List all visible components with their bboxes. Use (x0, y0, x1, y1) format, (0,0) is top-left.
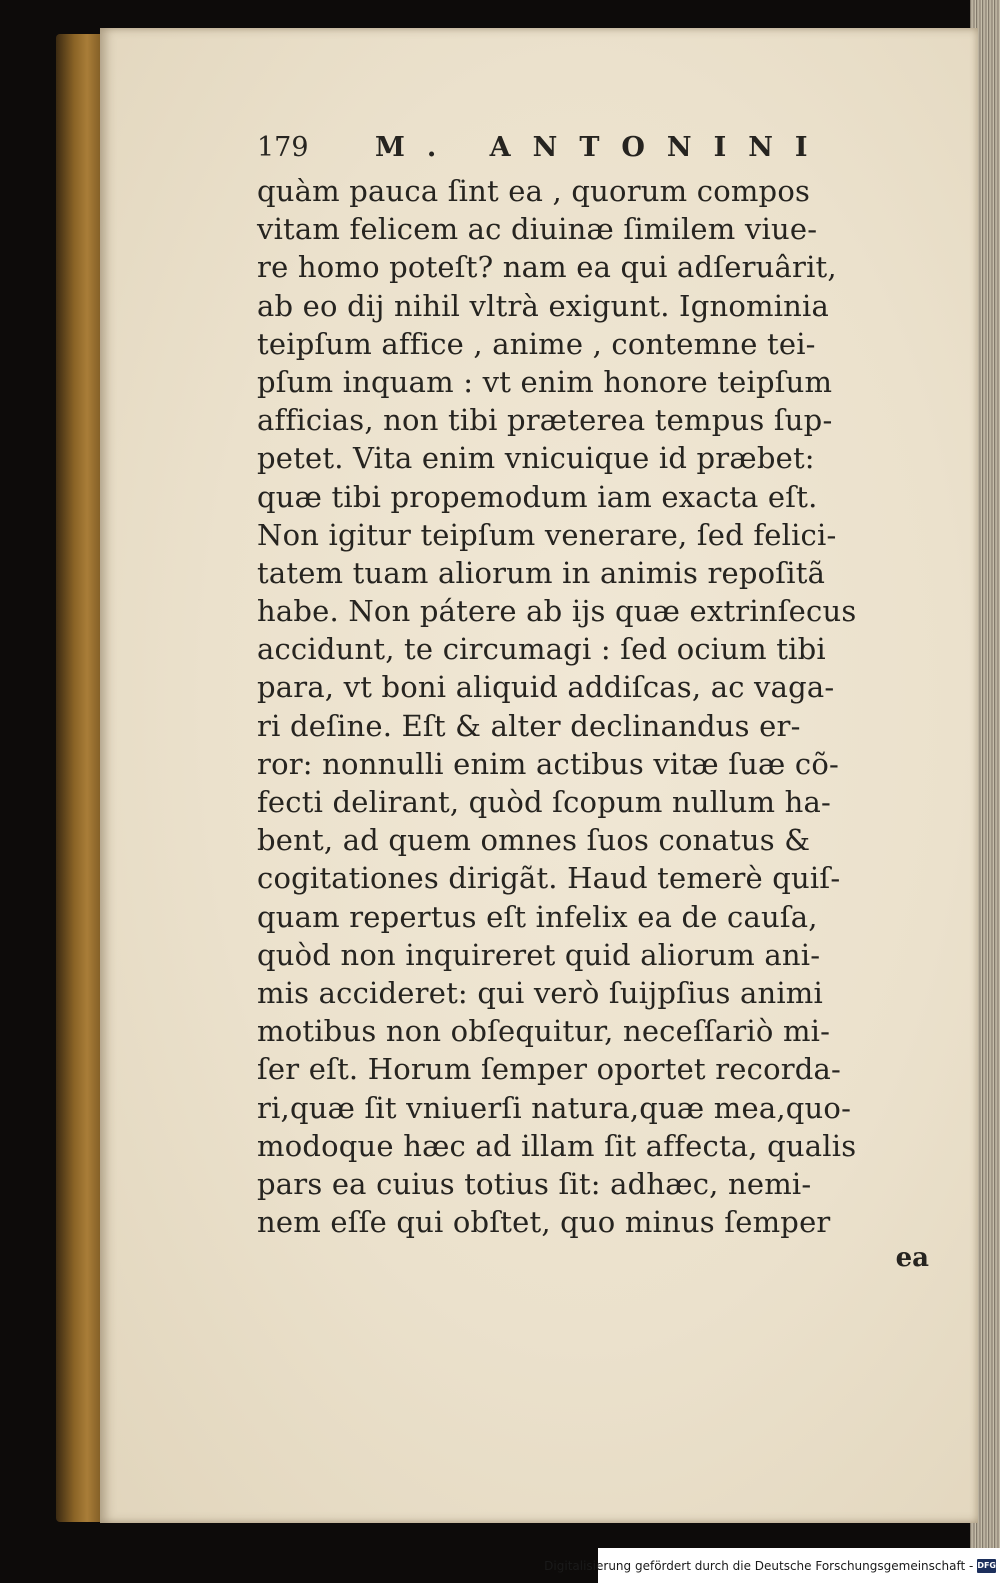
text-line: teipſum affice , anime , contemne tei- (257, 326, 816, 361)
text-line: quam repertus eſt infelix ea de cauſa, (257, 899, 818, 934)
text-line: Non igitur teipſum venerare, ſed felici- (257, 517, 837, 552)
catchword: ea (895, 1243, 929, 1274)
running-head-title: M. ANTONINI (375, 132, 830, 163)
text-line: quæ tibi propemodum iam exacta eſt. (257, 479, 818, 514)
text-line: ri,quæ ſit vniuerſi natura,quæ mea,quo- (257, 1090, 852, 1125)
text-line: habe. Non pátere ab ijs quæ extrinſecus (257, 594, 857, 629)
text-line: accidunt, te circumagi : ſed ocium tibi (257, 632, 826, 667)
text-line: para, vt boni aliquid addiſcas, ac vaga- (257, 670, 835, 705)
text-line: quòd non inquireret quid aliorum ani- (257, 937, 821, 972)
text-line: quàm pauca ſint ea , quorum compos (257, 174, 811, 208)
text-block (257, 128, 947, 1273)
text-line: bent, ad quem omnes ſuos conatus & (257, 823, 811, 858)
text-line: tatem tuam aliorum in animis repoſitã (257, 555, 826, 590)
text-line: afficias, non tibi præterea tempus ſup- (257, 403, 833, 438)
text-line: re homo poteſt? nam ea qui adſeruârit, (257, 250, 837, 285)
text-line: modoque hæc ad illam ſit affecta, qualis (257, 1128, 857, 1163)
text-line: petet. Vita enim vnicuique id præbet: (257, 441, 815, 476)
text-line: fecti delirant, quòd ſcopum nullum ha- (257, 785, 832, 819)
text-line: pars ea cuius totius ſit: adhæc, nemi- (257, 1166, 812, 1201)
running-head (257, 128, 947, 168)
text-line: mis accideret: qui verò ſuijpſius animi (257, 975, 823, 1010)
text-line: ab eo dij nihil vltrà exigunt. Ignominia (257, 288, 830, 323)
text-line: pſum inquam : vt enim honore teipſum (257, 364, 833, 399)
text-line: nem eſſe qui obſtet, quo minus ſemper (257, 1205, 831, 1240)
dfg-logo: DFG (977, 1559, 996, 1573)
text-line: cogitationes dirigãt. Haud temerè quiſ- (257, 861, 841, 896)
digitization-credit-text: Digitalisierung gefördert durch die Deutsche Forschungsgemeinschaft - (544, 1558, 974, 1573)
text-line: ri deſine. Eſt & alter declinandus er- (257, 708, 801, 743)
text-line: motibus non obſequitur, neceſſariò mi- (257, 1014, 831, 1049)
text-line: vitam felicem ac diuinæ ſimilem viue- (257, 212, 818, 247)
text-line: ror: nonnulli enim actibus vitæ ſuæ cõ- (257, 746, 839, 781)
text-line: ſer eſt. Horum ſemper oportet recorda- (257, 1052, 842, 1087)
body-text (257, 172, 947, 1241)
digitization-credit-bar (544, 1548, 1000, 1583)
page-number: 179 (257, 132, 309, 163)
